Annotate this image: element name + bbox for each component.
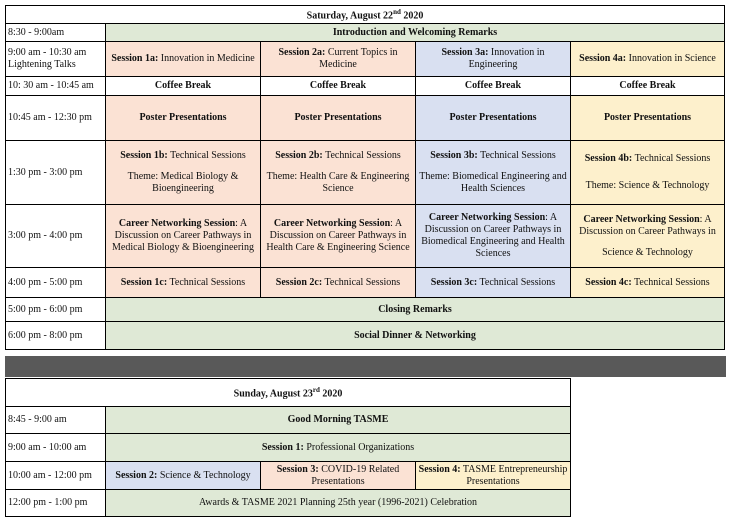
time-cell: 10: 30 am - 10:45 am bbox=[6, 77, 106, 96]
session-4-cell: Session 4: TASME Entrepreneurship Presentations bbox=[416, 462, 571, 490]
time-cell: 5:00 pm - 6:00 pm bbox=[6, 298, 106, 322]
time-cell: 3:00 pm - 4:00 pm bbox=[6, 205, 106, 268]
session-3a-cell: Session 3a: Innovation in Engineering bbox=[416, 42, 571, 77]
session-2a-cell: Session 2a: Current Topics in Medicine bbox=[261, 42, 416, 77]
career-networking-cell: Career Networking Session: A Discussion on Career Pathways in Biomedical Engineering and Health Sciences bbox=[416, 205, 571, 268]
poster-cell: Poster Presentations bbox=[571, 96, 725, 141]
career-networking-cell: Career Networking Session: A Discussion on Career Pathways in Medical Biology & Bioengineering bbox=[106, 205, 261, 268]
session-4a-cell: Session 4a: Innovation in Science bbox=[571, 42, 725, 77]
time-cell: 12:00 pm - 1:00 pm bbox=[6, 490, 106, 517]
sunday-header: Sunday, August 23rd 2020 bbox=[6, 379, 571, 407]
session-2c-cell: Session 2c: Technical Sessions bbox=[261, 268, 416, 298]
career-networking-cell: Career Networking Session: A Discussion on Career Pathways in Health Care & Engineering Science bbox=[261, 205, 416, 268]
sunday-schedule-table bbox=[5, 378, 571, 517]
session-2-cell: Session 2: Science & Technology bbox=[106, 462, 261, 490]
session-1-cell: Session 1: Professional Organizations bbox=[106, 434, 571, 462]
time-cell: 10:00 am - 12:00 pm bbox=[6, 462, 106, 490]
time-cell: 9:00 am - 10:30 am Lightening Talks bbox=[6, 42, 106, 77]
coffee-break-cell: Coffee Break bbox=[261, 77, 416, 96]
good-morning-cell: Good Morning TASME bbox=[106, 407, 571, 434]
social-dinner-cell: Social Dinner & Networking bbox=[106, 322, 725, 350]
session-4c-cell: Session 4c: Technical Sessions bbox=[571, 268, 725, 298]
time-cell: 8:30 - 9:00am bbox=[6, 24, 106, 42]
coffee-break-cell: Coffee Break bbox=[416, 77, 571, 96]
session-1c-cell: Session 1c: Technical Sessions bbox=[106, 268, 261, 298]
intro-remarks-cell: Introduction and Welcoming Remarks bbox=[106, 24, 725, 42]
time-cell: 6:00 pm - 8:00 pm bbox=[6, 322, 106, 350]
saturday-header: Saturday, August 22nd 2020 bbox=[6, 6, 725, 24]
session-2b-cell: Session 2b: Technical Sessions Theme: Health Care & Engineering Science bbox=[261, 141, 416, 205]
poster-cell: Poster Presentations bbox=[416, 96, 571, 141]
time-cell: 8:45 - 9:00 am bbox=[6, 407, 106, 434]
time-cell: 4:00 pm - 5:00 pm bbox=[6, 268, 106, 298]
time-cell: 10:45 am - 12:30 pm bbox=[6, 96, 106, 141]
awards-cell: Awards & TASME 2021 Planning 25th year (1996-2021) Celebration bbox=[106, 490, 571, 517]
time-cell: 1:30 pm - 3:00 pm bbox=[6, 141, 106, 205]
coffee-break-cell: Coffee Break bbox=[571, 77, 725, 96]
session-3c-cell: Session 3c: Technical Sessions bbox=[416, 268, 571, 298]
career-networking-cell: Career Networking Session: A Discussion on Career Pathways in Science & Technology bbox=[571, 205, 725, 268]
session-3b-cell: Session 3b: Technical Sessions Theme: Biomedical Engineering and Health Sciences bbox=[416, 141, 571, 205]
session-4b-cell: Session 4b: Technical Sessions Theme: Science & Technology bbox=[571, 141, 725, 205]
poster-cell: Poster Presentations bbox=[106, 96, 261, 141]
session-3-cell: Session 3: COVID-19 Related Presentations bbox=[261, 462, 416, 490]
poster-cell: Poster Presentations bbox=[261, 96, 416, 141]
session-1a-cell: Session 1a: Innovation in Medicine bbox=[106, 42, 261, 77]
closing-remarks-cell: Closing Remarks bbox=[106, 298, 725, 322]
section-divider bbox=[5, 356, 726, 377]
coffee-break-cell: Coffee Break bbox=[106, 77, 261, 96]
time-cell: 9:00 am - 10:00 am bbox=[6, 434, 106, 462]
session-1b-cell: Session 1b: Technical Sessions Theme: Medical Biology & Bioengineering bbox=[106, 141, 261, 205]
saturday-schedule-table bbox=[5, 5, 725, 350]
